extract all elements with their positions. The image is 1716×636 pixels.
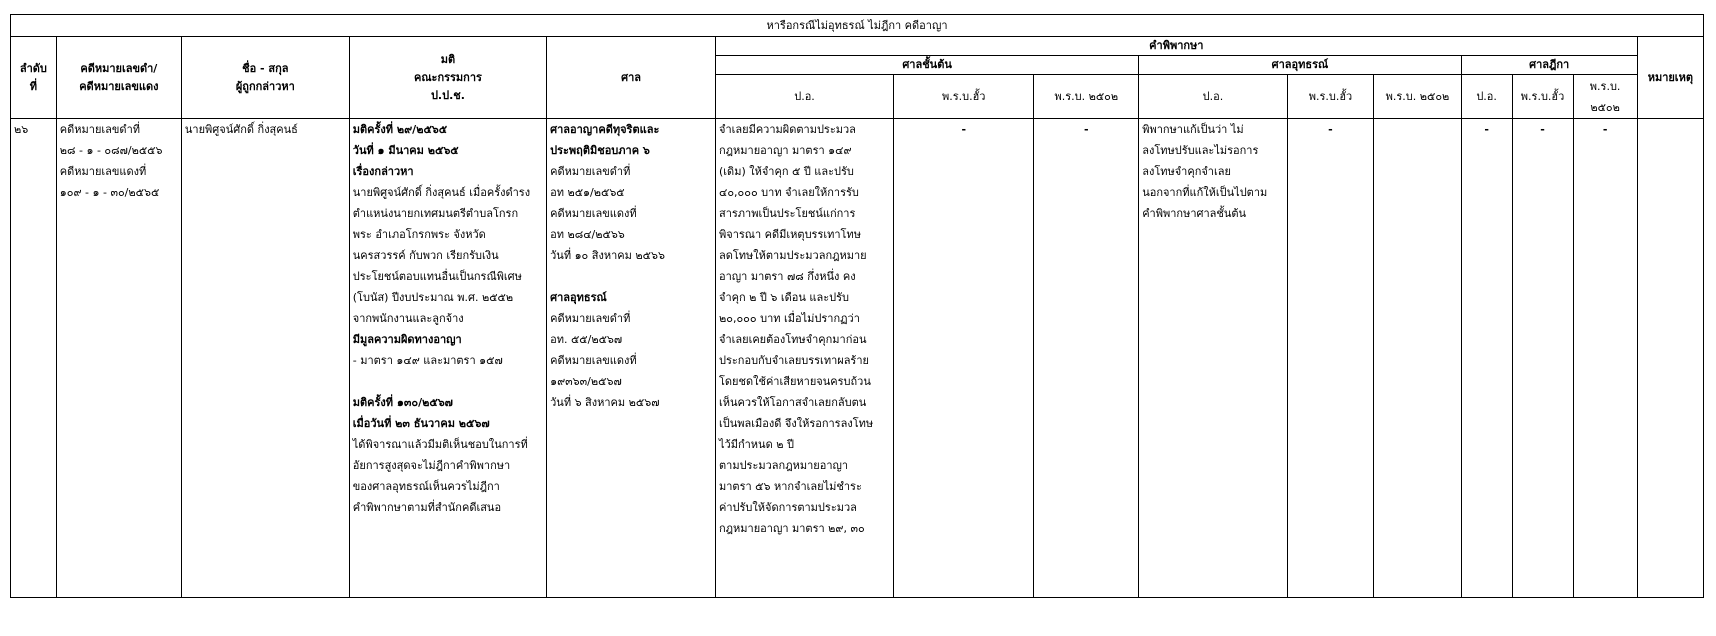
cell-seq: ๒๖ — [11, 119, 57, 598]
header-name: ชื่อ - สกุล ผู้ถูกกล่าวหา — [181, 37, 349, 119]
header-first-prb: พ.ร.บ.ฮั้ว — [894, 75, 1034, 119]
cell-resolution: มติครั้งที่ ๒๙/๒๕๖๕ วันที่ ๑ มีนาคม ๒๕๖๕ เรื่องกล่าวหา นายพิศูจน์ศักดิ์ กิ่งสุคนธ์ เมื่อครั้งดำรง ตำแหน่งนายกเทศมนตรีตำบลโกรก พระ อำเภอโกรกพระ จังหวัด นครสวรรค์ กับพวก เรียกรับเงิน ประโยชน์ตอบแทนอื่นเป็นกรณีพิเศษ (โบนัส) ปีงบประมาณ พ.ศ. ๒๕๕๒ จากพนักงานและลูกจ้าง มีมูลความผิดทางอาญา - มาตรา ๑๔๙ และมาตรา ๑๕๗ มติครั้งที่ ๑๓๐/๒๕๖๗ เมื่อวันที่ ๒๓ ธันวาคม ๒๕๖๗ ได้พิจารณาแล้วมีมติเห็นชอบในการที่ อัยการสูงสุดจะไม่ฎีกาคำพิพากษา ของศาลอุทธรณ์เห็นควรไม่ฎีกา คำพิพากษาตามที่สำนักคดีเสนอ — [349, 119, 546, 598]
cell-appeal-prb: - — [1287, 119, 1373, 598]
header-court: ศาล — [547, 37, 716, 119]
header-first-prb2502: พ.ร.บ. ๒๕๐๒ — [1034, 75, 1139, 119]
header-remark: หมายเหตุ — [1637, 37, 1703, 119]
case-table — [10, 14, 1704, 598]
header-first-pa: ป.อ. — [716, 75, 894, 119]
cell-appeal-pa: พิพากษาแก้เป็นว่า ไม่ ลงโทษปรับและไม่รอการ ลงโทษจำคุกจำเลย นอกจากที่แก้ให้เป็นไปตาม คำพิพากษาศาลชั้นต้น — [1139, 119, 1288, 598]
cell-supreme-prb: - — [1512, 119, 1573, 598]
header-seq: ลำดับ ที่ — [11, 37, 57, 119]
cell-court: ศาลอาญาคดีทุจริตและ ประพฤติมิชอบภาค ๖ คดีหมายเลขดำที่ อท ๒๕๑/๒๕๖๕ คดีหมายเลขแดงที่ อท ๒๘๔/๒๕๖๖ วันที่ ๑๐ สิงหาคม ๒๕๖๖ ศาลอุทธรณ์ คดีหมายเลขดำที่ อท. ๕๕/๒๕๖๗ คดีหมายเลขแดงที่ ๑๙๓๖๓/๒๕๖๗ วันที่ ๖ สิงหาคม ๒๕๖๗ — [547, 119, 716, 598]
cell-appeal-prb2502 — [1374, 119, 1461, 598]
header-appeal-pa: ป.อ. — [1139, 75, 1288, 119]
cell-first-prb: - — [894, 119, 1034, 598]
header-judgment: คำพิพากษา — [716, 37, 1638, 56]
header-supreme-prb2502: พ.ร.บ. ๒๕๐๒ — [1573, 75, 1637, 119]
cell-case-no: คดีหมายเลขดำที่ ๒๘ - ๑ - ๐๘๗/๒๕๕๖ คดีหมายเลขแดงที่ ๑๐๙ - ๑ - ๓๐/๒๕๖๕ — [56, 119, 181, 598]
cell-name: นายพิศูจน์ศักดิ์ กิ่งสุคนธ์ — [181, 119, 349, 598]
table-caption: หารือกรณีไม่อุทธรณ์ ไม่ฎีกา คดีอาญา — [11, 15, 1704, 37]
header-supreme-prb: พ.ร.บ.ฮั้ว — [1512, 75, 1573, 119]
header-supreme-pa: ป.อ. — [1461, 75, 1512, 119]
header-appeal-court: ศาลอุทธรณ์ — [1139, 56, 1461, 75]
header-supreme-court: ศาลฎีกา — [1461, 56, 1637, 75]
cell-first-prb2502: - — [1034, 119, 1139, 598]
header-appeal-prb2502: พ.ร.บ. ๒๕๐๒ — [1374, 75, 1461, 119]
header-resolution: มติ คณะกรรมการ ป.ป.ช. — [349, 37, 546, 119]
header-appeal-prb: พ.ร.บ.ฮั้ว — [1287, 75, 1373, 119]
cell-first-pa: จำเลยมีความผิดตามประมวล กฎหมายอาญา มาตรา ๑๔๙ (เดิม) ให้จำคุก ๕ ปี และปรับ ๔๐,๐๐๐ บาท จำเลยให้การรับ สารภาพเป็นประโยชน์แก่การ พิจารณา คดีมีเหตุบรรเทาโทษ ลดโทษให้ตามประมวลกฎหมาย อาญา มาตรา ๗๘ กึ่งหนึ่ง คง จำคุก ๒ ปี ๖ เดือน และปรับ ๒๐,๐๐๐ บาท เมื่อไม่ปรากฏว่า จำเลยเคยต้องโทษจำคุกมาก่อน ประกอบกับจำเลยบรรเทาผลร้าย โดยชดใช้ค่าเสียหายจนครบถ้วน เห็นควรให้โอกาสจำเลยกลับตน เป็นพลเมืองดี จึงให้รอการลงโทษ ไว้มีกำหนด ๒ ปี ตามประมวลกฎหมายอาญา มาตรา ๕๖ หากจำเลยไม่ชำระ ค่าปรับให้จัดการตามประมวล กฎหมายอาญา มาตรา ๒๙, ๓๐ — [716, 119, 894, 598]
table-row — [11, 119, 1704, 598]
cell-supreme-pa: - — [1461, 119, 1512, 598]
cell-remark — [1637, 119, 1703, 598]
header-case-no: คดีหมายเลขดำ/ คดีหมายเลขแดง — [56, 37, 181, 119]
header-first-court: ศาลชั้นต้น — [716, 56, 1139, 75]
cell-supreme-prb2502: - — [1573, 119, 1637, 598]
